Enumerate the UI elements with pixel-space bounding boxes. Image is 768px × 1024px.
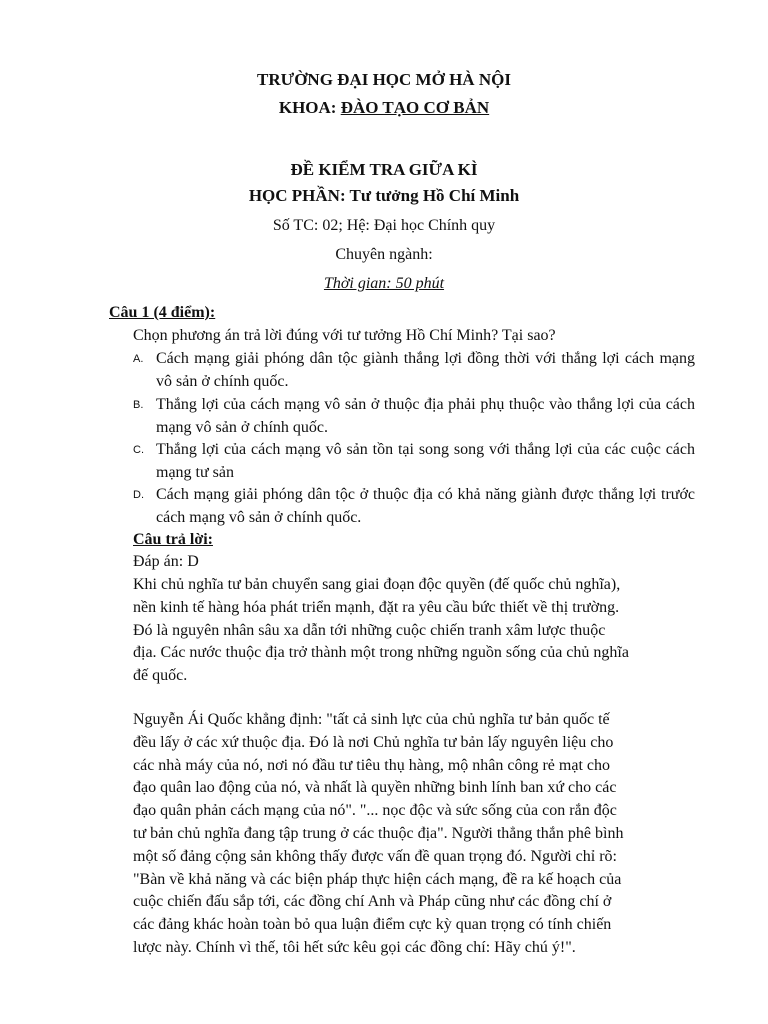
university-name: TRƯỜNG ĐẠI HỌC MỞ HÀ NỘI (257, 70, 511, 89)
paragraph-line: cuộc chiến đấu sắp tới, các đồng chí Anh và Pháp cũng như các đồng chí ở (133, 893, 612, 911)
question-prompt: Chọn phương án trả lời đúng với tư tưởng Hồ Chí Minh? Tại sao? (133, 327, 556, 344)
paragraph-line: tư bản chủ nghĩa đang tập trung ở các thuộc địa". Người thẳng thắn phê bình (133, 824, 624, 842)
course-title: HỌC PHẦN: Tư tưởng Hồ Chí Minh (248, 186, 520, 205)
paragraph-line: Nguyễn Ái Quốc khẳng định: "tất cả sinh lực của chủ nghĩa tư bản quốc tế (133, 711, 610, 728)
option-letter: C. (133, 444, 144, 456)
option-text: Cách mạng giải phóng dân tộc ở thuộc địa có khả năng giành được thắng lợi trước cách mạng vô sản ở chính quốc. (156, 486, 695, 526)
answer-key: Đáp án: D (133, 553, 199, 570)
paragraph-line: đều lấy ở các xứ thuộc địa. Đó là nơi Chủ nghĩa tư bản lấy nguyên liệu cho (133, 733, 614, 751)
option-text: Thắng lợi của cách mạng vô sản ở thuộc địa phải phụ thuộc vào thắng lợi của cách mạng vô sản ở chính quốc. (156, 396, 695, 436)
paragraph-line: địa. Các nước thuộc địa trở thành một trong những nguồn sống của chủ nghĩa (133, 644, 629, 662)
time-line (0, 274, 768, 294)
option-letter: B. (133, 399, 144, 411)
paragraph-line: đạo quân phản cách mạng của nó". "... nọc độc và sức sống của con rắn độc (133, 802, 617, 820)
option-text: Cách mạng giải phóng dân tộc giành thắng lợi đồng thời với thắng lợi cách mạng vô sản ở chính quốc. (156, 350, 695, 390)
time-text: Thời gian: 50 phút (323, 275, 445, 292)
paragraph-line: nền kinh tế hàng hóa phát triển mạnh, đặt ra yêu cầu bức thiết về thị trường. (133, 598, 620, 616)
paragraph-line: Đó là nguyên nhân sâu xa dẫn tới những cuộc chiến tranh xâm lược thuộc (133, 621, 606, 639)
faculty-prefix: KHOA: (278, 98, 341, 117)
answer-paragraph-1 (133, 574, 695, 688)
option-letter: D. (133, 489, 144, 501)
option-text: Thắng lợi của cách mạng vô sản tồn tại song song với thắng lợi của các cuộc cách mạng tư sản (156, 441, 695, 481)
credits-line: Số TC: 02; Hệ: Đại học Chính quy (272, 217, 496, 234)
paragraph-line: Khi chủ nghĩa tư bản chuyển sang giai đoạn độc quyền (đế quốc chủ nghĩa), (133, 576, 621, 593)
major-line: Chuyên ngành: (335, 246, 433, 263)
paragraph-line: lược này. Chính vì thế, tôi hết sức kêu gọi các đồng chí: Hãy chú ý!". (133, 938, 576, 956)
faculty-name: ĐÀO TẠO CƠ BẢN (340, 98, 490, 117)
answer-paragraph-2 (133, 709, 695, 960)
paragraph-line: một số đảng cộng sản không thấy được vấn đề quan trọng đó. Người chỉ rõ: (133, 847, 617, 865)
answer-title: Câu trả lời: (133, 531, 213, 548)
paragraph-line: các nhà máy của nó, nơi nó đầu tư tiêu thụ hàng, mộ nhân công rẻ mạt cho (133, 756, 610, 774)
paragraph-line: đế quốc. (133, 667, 188, 685)
paragraph-line: đạo quân lao động của nó, và nhất là quyền những binh lính ban xứ cho các (133, 779, 617, 797)
paragraph-line: các đảng khác hoàn toàn bỏ qua luận điểm cực kỳ quan trọng có tính chiến (133, 916, 612, 934)
paragraph-line: "Bàn về khả năng và các biện pháp thực hiện cách mạng, đề ra kế hoạch của (133, 870, 622, 888)
option-letter: A. (133, 353, 144, 365)
question-title: Câu 1 (4 điểm): (109, 304, 216, 321)
exam-title: ĐỀ KIỂM TRA GIỮA KÌ (290, 160, 478, 179)
faculty-line (0, 98, 768, 118)
